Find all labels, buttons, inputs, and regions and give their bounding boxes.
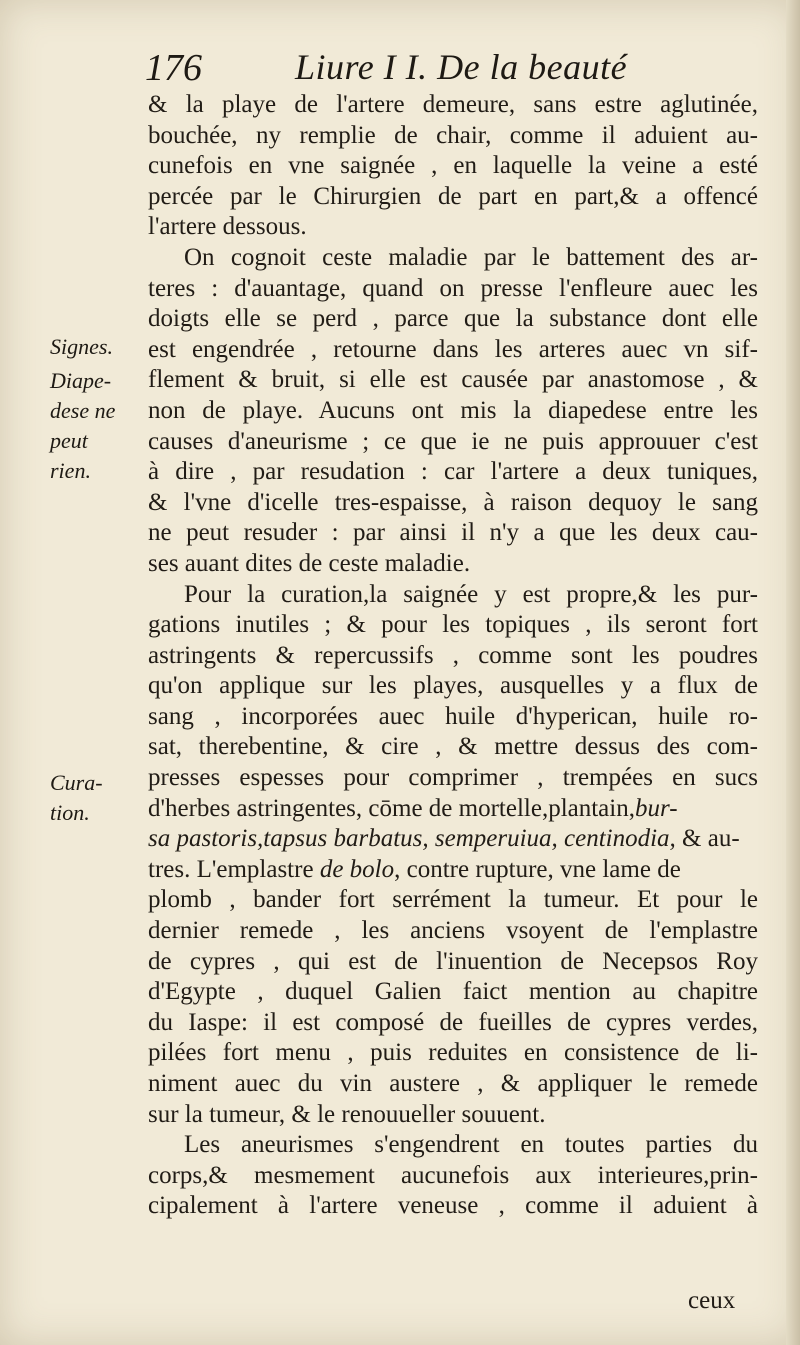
text-line: dernier remede , les anciens vsoyent de l'emplastre bbox=[148, 917, 758, 945]
text-line: teres : d'auantage, quand on presse l'enfleure auec les bbox=[148, 274, 758, 302]
text-line: est engendrée , retourne dans les arteres auec vn sif- bbox=[148, 335, 758, 363]
text-line: corps,& mesmement aucunefois aux interieures,prin- bbox=[148, 1161, 758, 1189]
body-text bbox=[148, 90, 758, 1222]
text-line: niment auec du vin austere , & appliquer le remede bbox=[148, 1070, 758, 1097]
text-run-italic: bur- bbox=[634, 794, 678, 822]
page-edge-shadow bbox=[786, 0, 800, 1345]
margin-note-line: tion. bbox=[50, 800, 90, 825]
text-line: presses espesses pour comprimer , trempées en sucs bbox=[148, 764, 758, 792]
text-line: pilées fort menu , puis reduites en consistence de li- bbox=[148, 1039, 758, 1067]
margin-note-curation bbox=[50, 768, 150, 828]
text-run-italic: de bolo bbox=[319, 855, 395, 883]
text-line: d'Egypte , duquel Galien faict mention au chapitre bbox=[148, 978, 758, 1006]
text-run-italic: sa pastoris,tapsus barbatus, semperuiua, centinodia, bbox=[148, 825, 676, 853]
text-line: de cypres , qui est de l'inuention de Necepsos Roy bbox=[148, 947, 758, 975]
text-line: Les aneurismes s'engendrent en toutes parties du bbox=[184, 1131, 758, 1159]
text-line: doigts elle se perd , parce que la substance dont elle bbox=[148, 305, 758, 333]
catchword: ceux bbox=[688, 1287, 736, 1314]
text-line: causes d'aneurisme ; ce que ie ne puis approuuer c'est bbox=[148, 427, 758, 455]
text-line: cipalement à l'artere veneuse , comme il aduient à bbox=[148, 1192, 758, 1220]
margin-note-diapedese bbox=[50, 366, 150, 486]
text-run: , contre rupture, vne lame de bbox=[394, 855, 681, 883]
text-line: sat, therebentine, & cire , & mettre dessus des com- bbox=[148, 733, 758, 761]
text-line: à dire , par resudation : car l'artere a deux tuniques, bbox=[148, 458, 758, 486]
text-line: Pour la curation,la saignée y est propre,& les pur- bbox=[184, 580, 758, 608]
text-line bbox=[148, 794, 758, 825]
text-line: qu'on applique sur les playes, ausquelles y a flux de bbox=[148, 672, 758, 700]
page-number: 176 bbox=[145, 47, 202, 89]
text-line: du Iaspe: il est composé de fueilles de cypres verdes, bbox=[148, 1008, 758, 1036]
text-line: cunefois en vne saignée , en laquelle la veine a esté bbox=[148, 152, 758, 180]
text-run: tres. L'emplastre bbox=[148, 855, 320, 883]
text-line: flement & bruit, si elle est causée par anastomose , & bbox=[148, 366, 758, 394]
text-line: astringents & repercussifs , comme sont les poudres bbox=[148, 641, 758, 669]
text-line: On cognoit ceste maladie par le battement des ar- bbox=[184, 243, 758, 271]
text-line: percée par le Chirurgien de part en part,& a offencé bbox=[148, 182, 758, 210]
running-title: Liure I I. De la beauté bbox=[295, 47, 628, 87]
margin-note-line: Cura- bbox=[50, 770, 103, 795]
text-line: non de playe. Aucuns ont mis la diapedese entre les bbox=[148, 396, 758, 424]
text-run: & au- bbox=[675, 825, 740, 853]
text-line: & l'vne d'icelle tres-espaisse, à raison dequoy le sang bbox=[148, 488, 758, 516]
margin-note-signes: Signes. bbox=[50, 334, 113, 359]
text-line: sur la tumeur, & le renouueller souuent. bbox=[148, 1100, 546, 1128]
margin-note-line: peut bbox=[50, 428, 88, 453]
text-line: sang , incorporées auec huile d'hyperican, huile ro- bbox=[148, 702, 758, 730]
text-line bbox=[148, 855, 758, 886]
text-line bbox=[148, 824, 758, 855]
margin-note-line: dese ne bbox=[50, 398, 116, 423]
text-line: ses auant dites de ceste maladie. bbox=[148, 549, 471, 577]
text-run: d'herbes astringentes, cōme de mortelle,plantain, bbox=[148, 794, 635, 822]
text-line: plomb , bander fort serrément la tumeur. Et pour le bbox=[148, 886, 758, 914]
text-line: ne peut resuder : par ainsi il n'y a que les deux cau- bbox=[148, 519, 758, 547]
margin-note-line: rien. bbox=[50, 458, 91, 483]
text-line: gations inutiles ; & pour les topiques , ils seront fort bbox=[148, 611, 758, 639]
text-line: bouchée, ny remplie de chair, comme il aduient au- bbox=[148, 121, 758, 149]
text-line: l'artere dessous. bbox=[148, 213, 307, 241]
margin-note-line: Diape- bbox=[50, 368, 112, 393]
text-line: & la playe de l'artere demeure, sans estre aglutinée, bbox=[148, 91, 758, 118]
